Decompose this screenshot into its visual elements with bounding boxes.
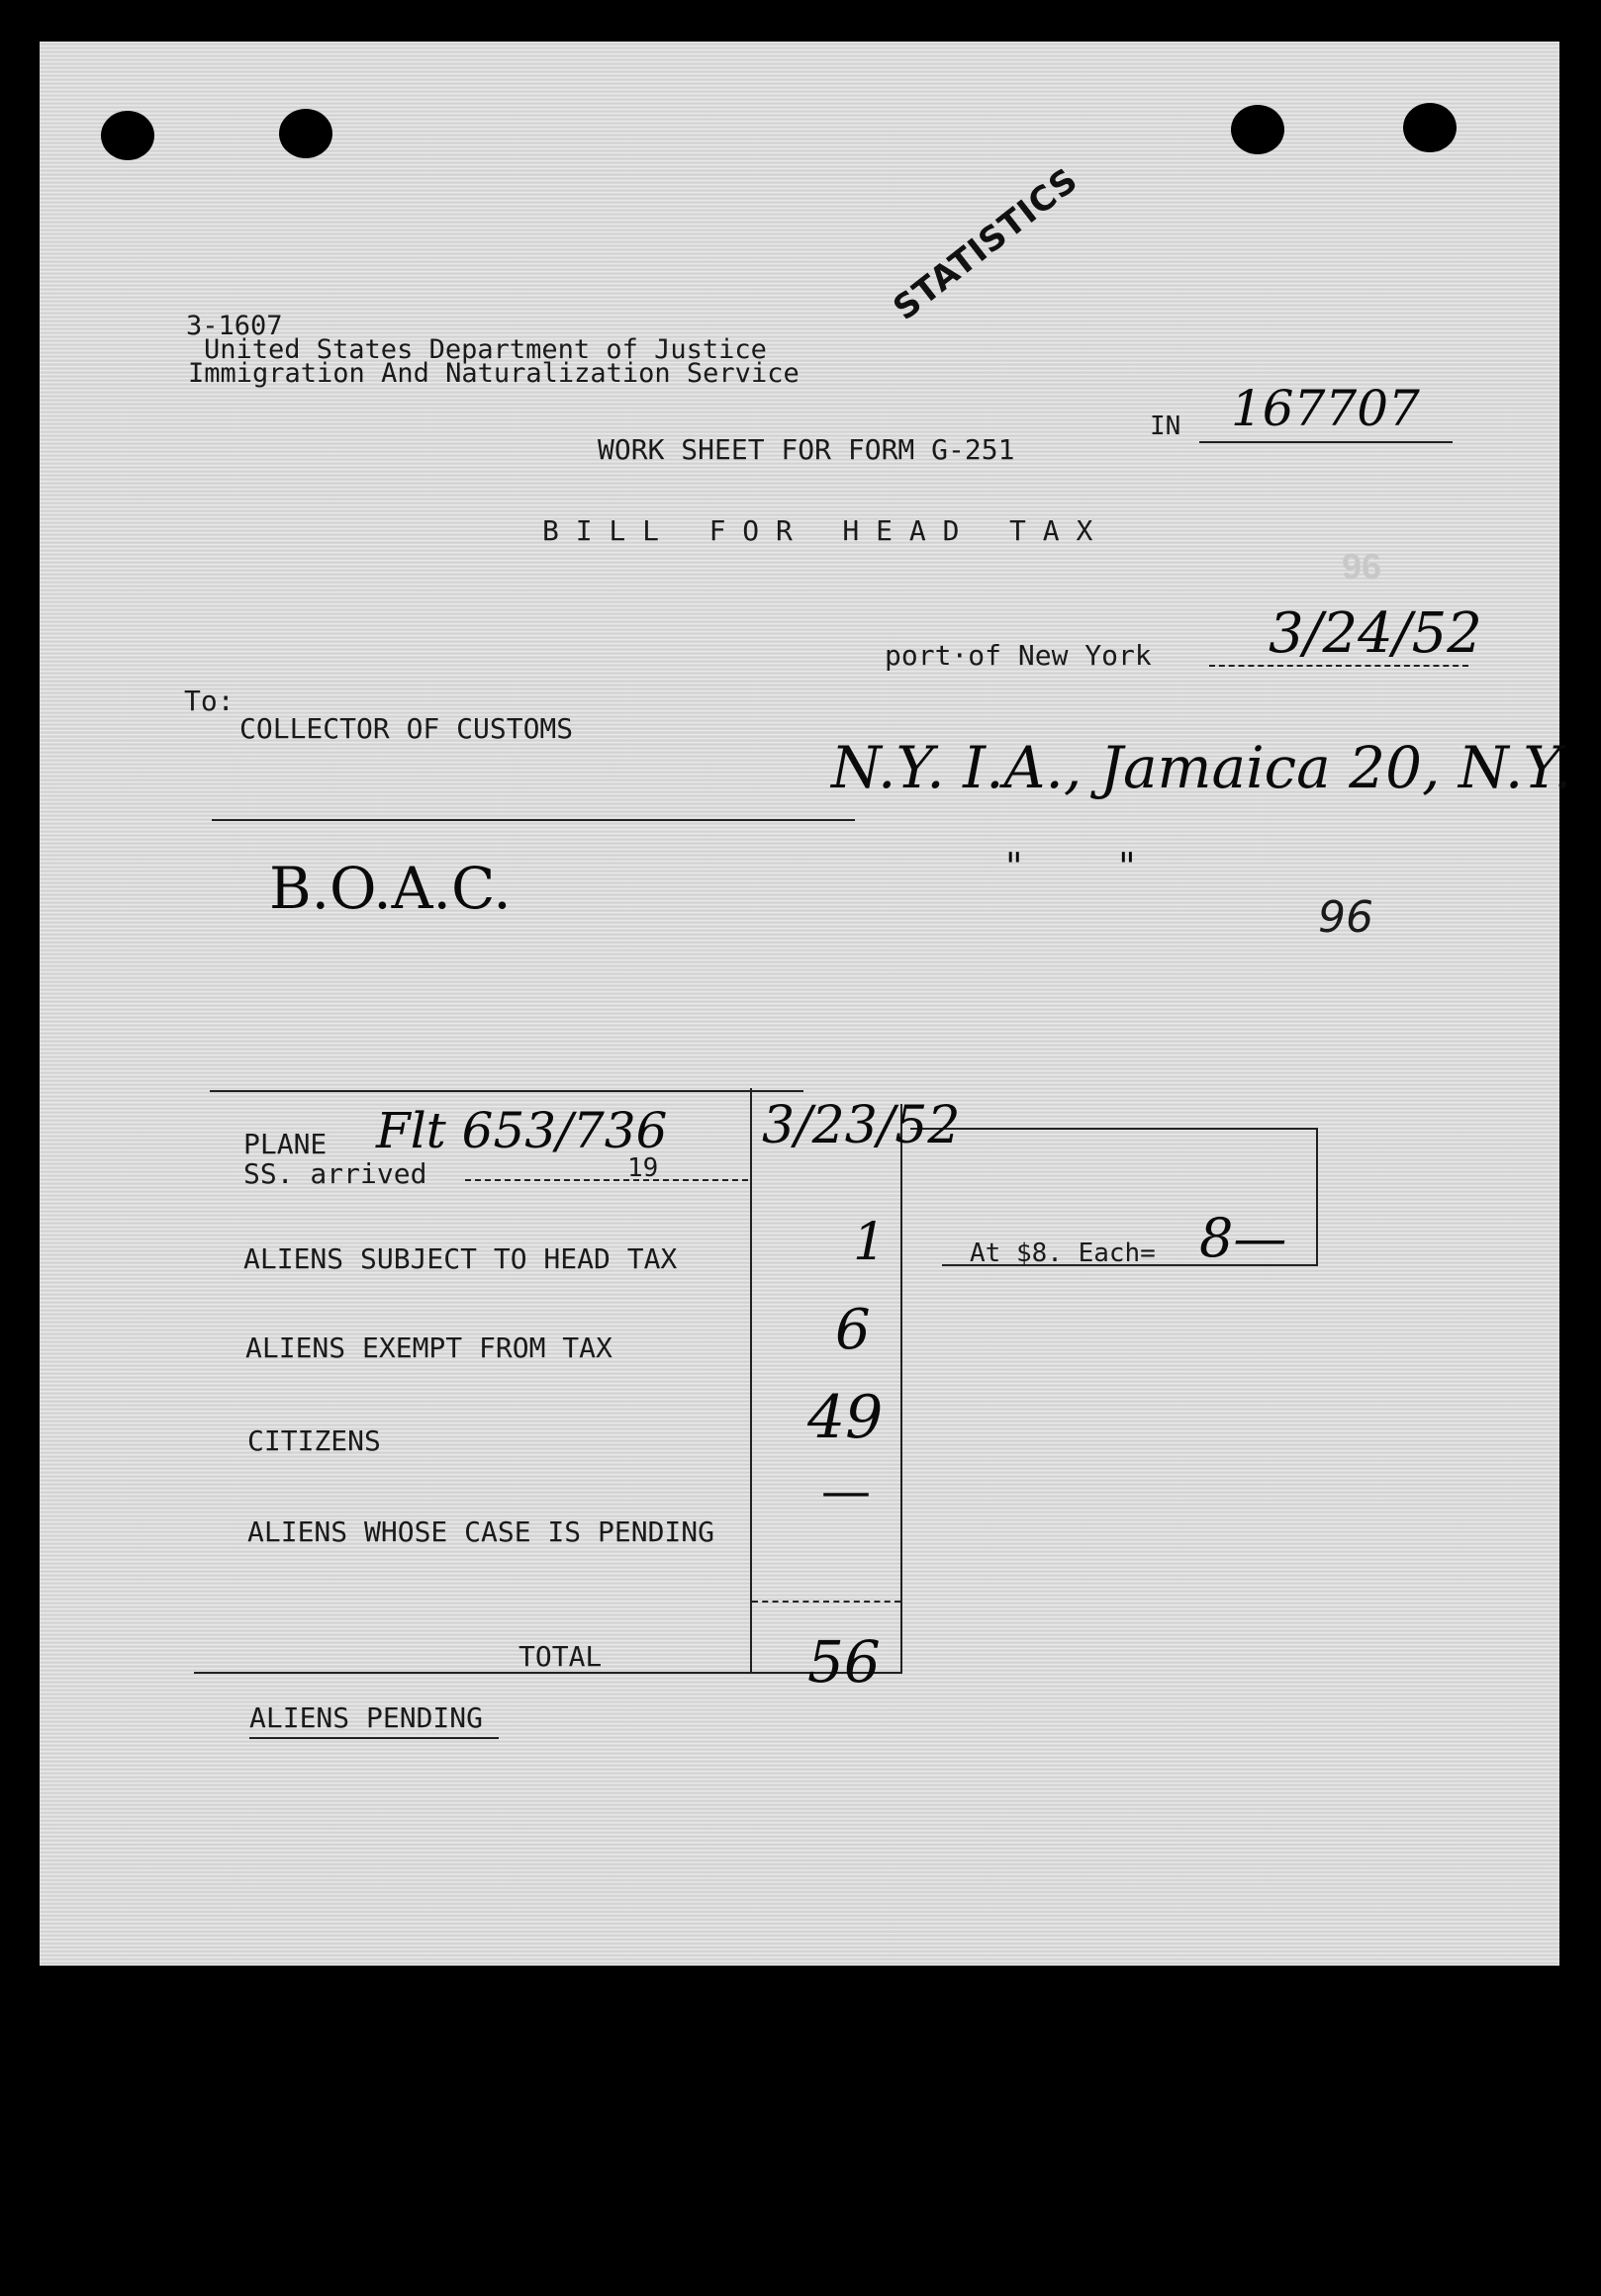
row-aliens-exempt-value: 6	[835, 1298, 871, 1362]
carrier-code: 96	[1318, 892, 1373, 943]
in-number-underline	[1199, 441, 1453, 443]
form-sheet	[40, 42, 1572, 1966]
location-handwritten: N.Y. I.A., Jamaica 20, N.Y.	[831, 734, 1572, 801]
statistics-stamp: STATISTICS	[886, 159, 1086, 328]
table-col-right	[900, 1104, 902, 1672]
ditto-marks: " "	[1005, 845, 1136, 888]
punch-hole	[101, 111, 154, 160]
row-aliens-subject-value: 1	[853, 1213, 887, 1272]
in-label: IN	[1150, 412, 1181, 441]
row-aliens-subject-label: ALIENS SUBJECT TO HEAD TAX	[243, 1242, 678, 1275]
port-date: 3/24/52	[1269, 601, 1482, 666]
rate-box-right	[1316, 1128, 1318, 1264]
row-aliens-exempt-label: ALIENS EXEMPT FROM TAX	[245, 1332, 612, 1364]
aliens-pending-label: ALIENS PENDING	[249, 1701, 484, 1734]
to-label: To:	[184, 685, 235, 717]
punch-hole	[1403, 103, 1457, 152]
row-citizens-label: CITIZENS	[247, 1424, 381, 1457]
carrier-handwritten: B.O.A.C.	[269, 855, 512, 922]
ss-arrived-label: SS. arrived	[243, 1157, 427, 1190]
row-citizens-value: 49	[807, 1383, 884, 1452]
work-sheet-title: WORK SHEET FOR FORM G-251	[598, 433, 1015, 466]
punch-hole	[1231, 105, 1284, 154]
agency-line-1: United States Department of Justice	[204, 334, 767, 365]
port-date-underline	[1209, 665, 1468, 667]
aliens-pending-underline	[249, 1737, 499, 1739]
total-value: 56	[807, 1628, 881, 1696]
rate-label: At $8. Each=	[970, 1239, 1156, 1268]
row-aliens-pending-case-value: —	[821, 1462, 871, 1519]
form-code: 3-1607	[186, 311, 283, 341]
arrival-date: 3/23/52	[762, 1096, 961, 1155]
rate-total: 8—	[1199, 1207, 1287, 1269]
table-subtotal-rule	[752, 1601, 900, 1603]
port-label: port·of New York	[885, 639, 1152, 672]
plane-value: Flt 653/736	[376, 1102, 668, 1159]
arrived-underline	[465, 1179, 748, 1181]
collector-of-customs: COLLECTOR OF CUSTOMS	[239, 712, 574, 745]
bill-for-head-tax-title: B I L L F O R H E A D T A X	[542, 514, 1093, 547]
punch-hole	[279, 109, 332, 158]
rate-box-top	[910, 1128, 1318, 1130]
total-label: TOTAL	[518, 1640, 603, 1673]
plane-label: PLANE	[243, 1128, 328, 1160]
table-col-left	[750, 1088, 752, 1672]
in-number: 167707	[1231, 380, 1420, 437]
year-prefix: 19	[627, 1153, 659, 1183]
agency-line-2: Immigration And Naturalization Service	[188, 358, 800, 389]
row-aliens-pending-case-label: ALIENS WHOSE CASE IS PENDING	[247, 1515, 715, 1548]
faint-mark: 96	[1342, 546, 1382, 587]
address-line	[212, 819, 855, 821]
table-top-rule	[210, 1090, 803, 1092]
